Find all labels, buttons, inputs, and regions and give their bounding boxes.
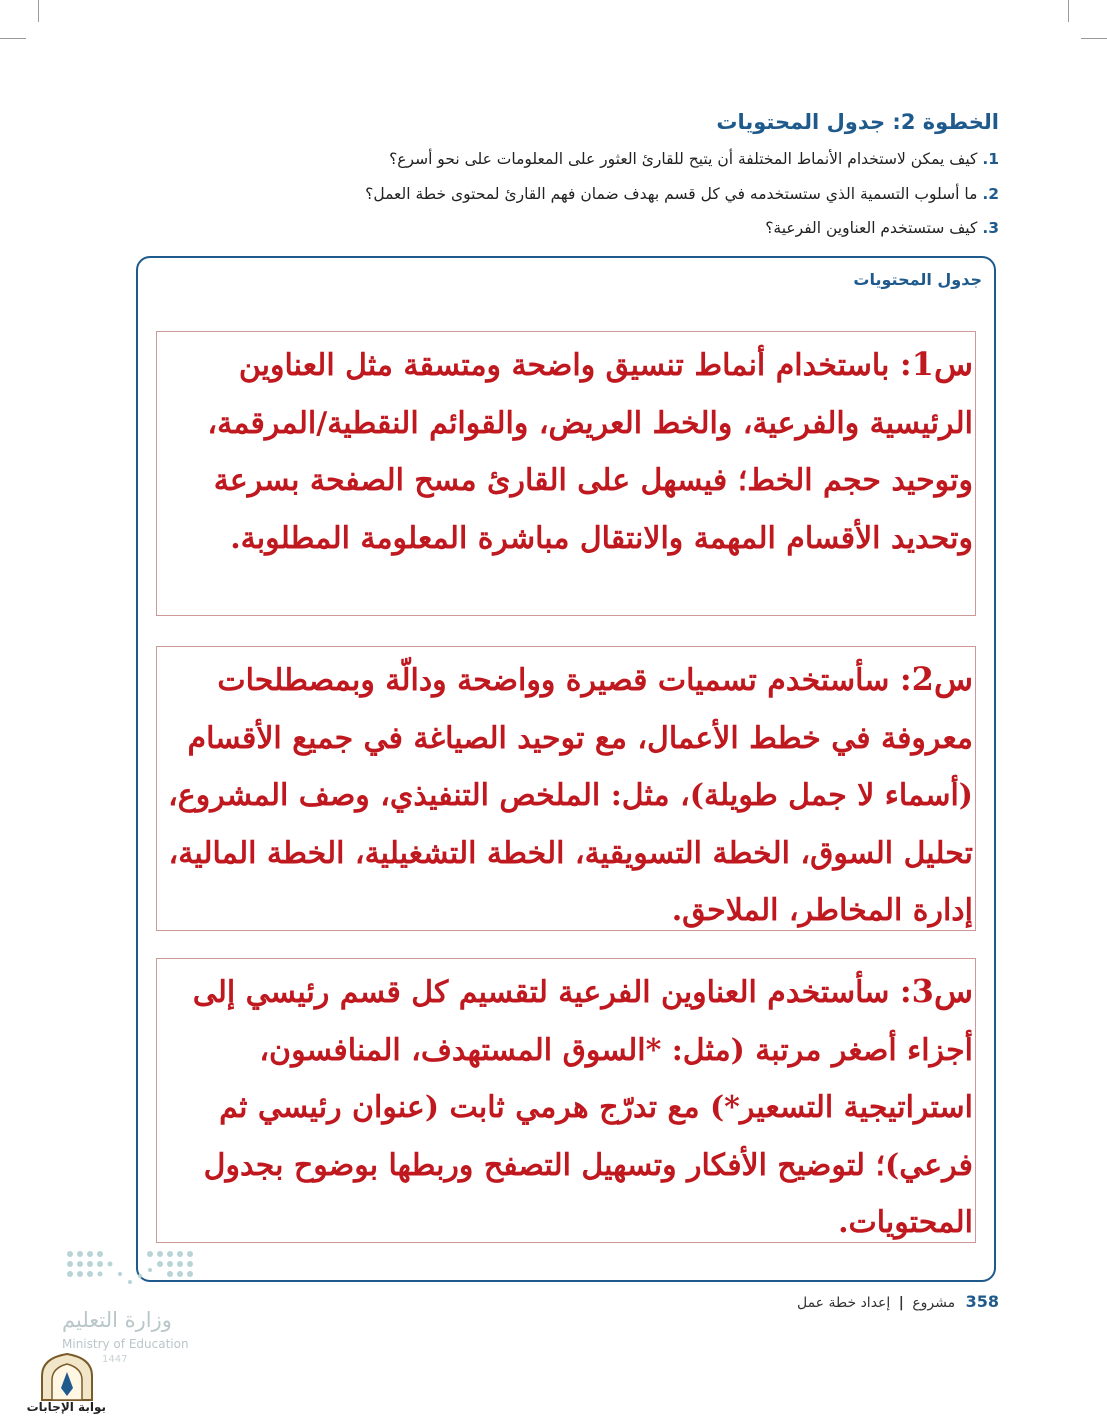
question-number: 2. bbox=[982, 185, 999, 203]
question-2 bbox=[139, 183, 999, 205]
question-text: كيف ستستخدم العناوين الفرعية؟ bbox=[765, 219, 978, 237]
crop-mark bbox=[1081, 38, 1107, 39]
question-number: 3. bbox=[982, 219, 999, 237]
crop-mark bbox=[0, 38, 26, 39]
badge-label: بوابة الإجابات bbox=[26, 1400, 106, 1414]
question-3 bbox=[139, 217, 999, 239]
crop-mark bbox=[38, 0, 39, 22]
answer-box-1 bbox=[156, 331, 976, 616]
footer-separator: | bbox=[898, 1295, 904, 1311]
footer-section: مشروع bbox=[912, 1295, 956, 1311]
page-number: 358 bbox=[965, 1292, 999, 1311]
step-title: الخطوة 2: جدول المحتويات bbox=[716, 110, 999, 134]
answer-text: سأستخدم تسميات قصيرة وواضحة ودالّة وبمصطلحات معروفة في خطط الأعمال، مع توحيد الصياغة في جميع الأقسام (أسماء لا جمل طويلة)، مثل: الملخص التنفيذي، وصف المشروع، تحليل السوق، الخطة التسويقية، الخطة التشغيلية، الخطة المالية، إدارة المخاطر، الملاحق. bbox=[168, 663, 973, 928]
panel-title: جدول المحتويات bbox=[853, 270, 982, 289]
question-1 bbox=[139, 148, 999, 170]
question-text: ما أسلوب التسمية الذي ستستخدمه في كل قسم بهدف ضمان فهم القارئ لمحتوى خطة العمل؟ bbox=[365, 185, 978, 203]
answer-text: باستخدام أنماط تنسيق واضحة ومتسقة مثل العناوين الرئيسية والفرعية، والخط العريض، والقوائم النقطية/المرقمة، وتوحيد حجم الخط؛ فيسهل على القارئ مسح الصفحة بسرعة وتحديد الأقسام المهمة والانتقال مباشرة المعلومة المطلوبة. bbox=[207, 348, 973, 556]
answer-text: سأستخدم العناوين الفرعية لتقسيم كل قسم رئيسي إلى أجزاء أصغر مرتبة (مثل: *السوق المستهدف، المنافسون، استراتيجية التسعير*) مع تدرّج هرمي ثابت (عنوان رئيسي ثم فرعي)؛ لتوضيح الأفكار وتسهيل التصفح وربطها بوضوح بجدول المحتويات. bbox=[192, 975, 973, 1240]
question-text: كيف يمكن لاستخدام الأنماط المختلفة أن يتيح للقارئ العثور على المعلومات على نحو أسرع؟ bbox=[389, 150, 978, 168]
crop-mark bbox=[1068, 0, 1069, 22]
answer-label: س3: bbox=[899, 972, 973, 1010]
answer-label: س1: bbox=[899, 345, 973, 383]
ministry-name-en: Ministry of Education bbox=[62, 1337, 189, 1351]
answer-box-2 bbox=[156, 646, 976, 931]
question-number: 1. bbox=[982, 150, 999, 168]
ministry-year: 1447 bbox=[102, 1354, 128, 1365]
answer-box-3 bbox=[156, 958, 976, 1243]
footer-title: إعداد خطة عمل bbox=[796, 1295, 891, 1311]
contents-panel bbox=[136, 256, 996, 1282]
answer-label: س2: bbox=[899, 660, 973, 698]
page-footer bbox=[797, 1292, 999, 1311]
ministry-name-ar: وزارة التعليم bbox=[62, 1308, 172, 1332]
